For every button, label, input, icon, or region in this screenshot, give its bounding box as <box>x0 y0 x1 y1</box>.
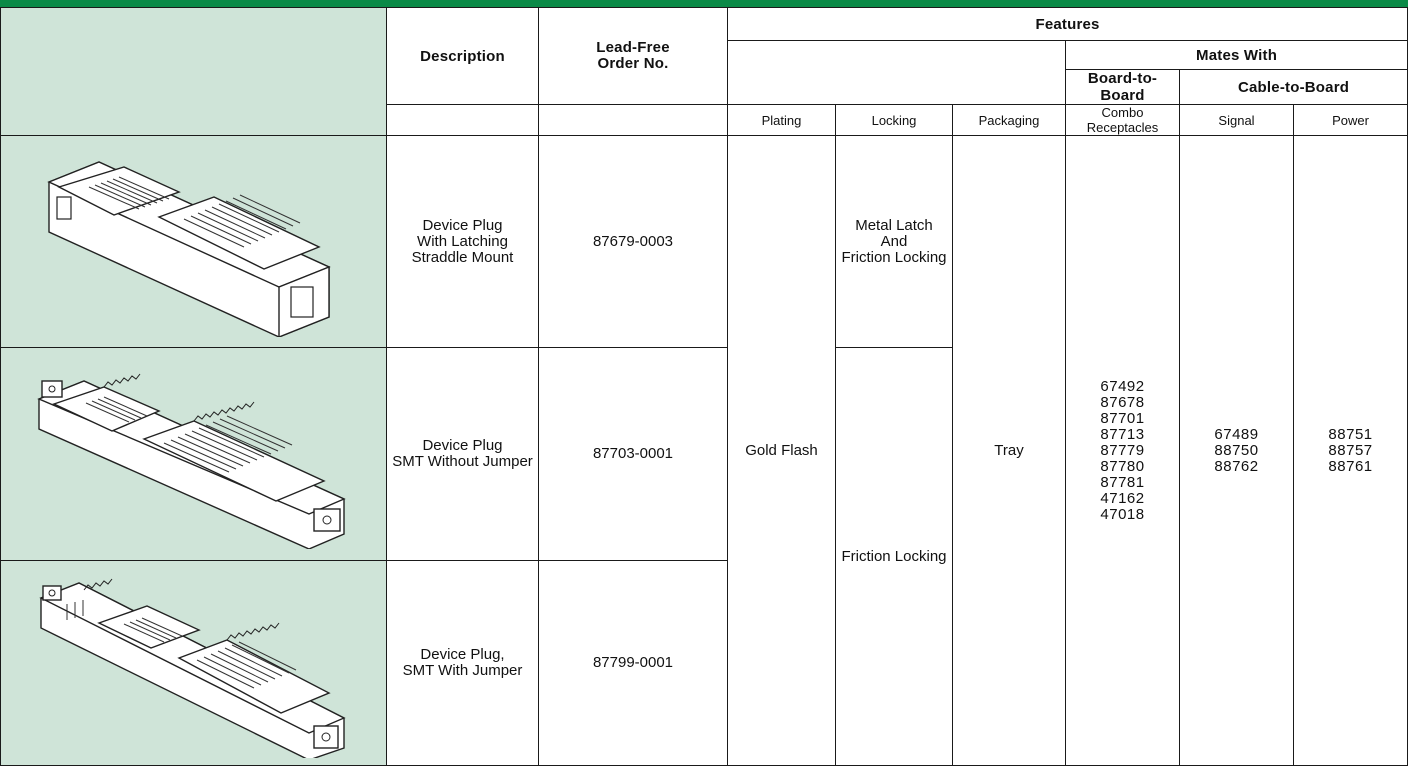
combo-receptacle-part-number: 87713 <box>1100 425 1145 443</box>
header-mates-with: Mates With <box>1066 41 1408 70</box>
combo-receptacles-cell <box>1066 136 1180 766</box>
description-cell <box>387 348 539 561</box>
combo-receptacle-part-number: 87779 <box>1100 441 1145 459</box>
power-part-number: 88757 <box>1328 441 1373 459</box>
locking-line: Metal Latch <box>855 216 933 234</box>
combo-receptacle-part-number: 87701 <box>1100 409 1145 427</box>
combo-receptacle-part-number: 47018 <box>1100 505 1145 523</box>
combo-receptacles-list <box>1066 379 1179 523</box>
header-features-blank <box>728 41 1066 105</box>
connector-drawing-latching <box>29 147 359 337</box>
description-line: Device Plug <box>422 216 503 234</box>
description-line: Device Plug <box>422 437 503 454</box>
product-spec-table <box>0 7 1408 766</box>
description-line: With Latching <box>417 232 508 250</box>
combo-receptacle-part-number: 47162 <box>1100 489 1145 507</box>
header-description-blank <box>387 105 539 136</box>
description-line: Straddle Mount <box>411 248 514 266</box>
combo-receptacle-part-number: 67492 <box>1100 377 1145 395</box>
locking-line: Friction Locking <box>841 248 947 266</box>
header-image-blank <box>1 8 387 136</box>
product-image-2 <box>1 348 387 561</box>
power-list <box>1294 427 1407 475</box>
header-locking: Locking <box>836 105 953 136</box>
signal-cell <box>1180 136 1294 766</box>
header-combo-receptacles: Combo Receptacles <box>1066 105 1180 136</box>
locking-line: And <box>880 232 908 250</box>
header-order-no-line2: Order No. <box>597 55 669 72</box>
signal-list <box>1180 427 1293 475</box>
combo-receptacle-part-number: 87678 <box>1100 393 1145 411</box>
header-order-no <box>539 8 728 105</box>
product-image-3 <box>1 561 387 766</box>
product-image-1 <box>1 136 387 348</box>
locking-cell <box>836 136 953 348</box>
header-features: Features <box>728 8 1408 41</box>
description-line: SMT Without Jumper <box>392 453 533 470</box>
brand-color-bar <box>0 0 1408 7</box>
signal-part-number: 88762 <box>1214 457 1259 475</box>
description-cell <box>387 136 539 348</box>
power-part-number: 88751 <box>1328 425 1373 443</box>
signal-part-number: 67489 <box>1214 425 1259 443</box>
header-power: Power <box>1294 105 1408 136</box>
locking-cell-shared: Friction Locking <box>836 348 953 766</box>
plating-cell: Gold Flash <box>728 136 836 766</box>
header-description: Description <box>387 8 539 105</box>
description-line: SMT With Jumper <box>402 662 523 679</box>
header-order-no-line1: Lead-Free <box>596 39 670 56</box>
power-cell <box>1294 136 1408 766</box>
connector-drawing-smt-without-jumper <box>24 359 364 549</box>
header-order-no-blank <box>539 105 728 136</box>
description-cell <box>387 561 539 766</box>
combo-receptacle-part-number: 87780 <box>1100 457 1145 475</box>
header-cable-to-board: Cable-to-Board <box>1180 70 1408 105</box>
header-plating: Plating <box>728 105 836 136</box>
header-board-to-board: Board-to-Board <box>1066 70 1180 105</box>
signal-part-number: 88750 <box>1214 441 1259 459</box>
header-signal: Signal <box>1180 105 1294 136</box>
description-line: Device Plug, <box>420 646 505 663</box>
packaging-cell: Tray <box>953 136 1066 766</box>
order-no-cell: 87799-0001 <box>539 561 728 766</box>
order-no-cell: 87703-0001 <box>539 348 728 561</box>
connector-drawing-smt-with-jumper <box>29 568 359 758</box>
order-no-cell: 87679-0003 <box>539 136 728 348</box>
power-part-number: 88761 <box>1328 457 1373 475</box>
header-packaging: Packaging <box>953 105 1066 136</box>
combo-receptacle-part-number: 87781 <box>1100 473 1145 491</box>
table-row <box>1 136 1408 348</box>
